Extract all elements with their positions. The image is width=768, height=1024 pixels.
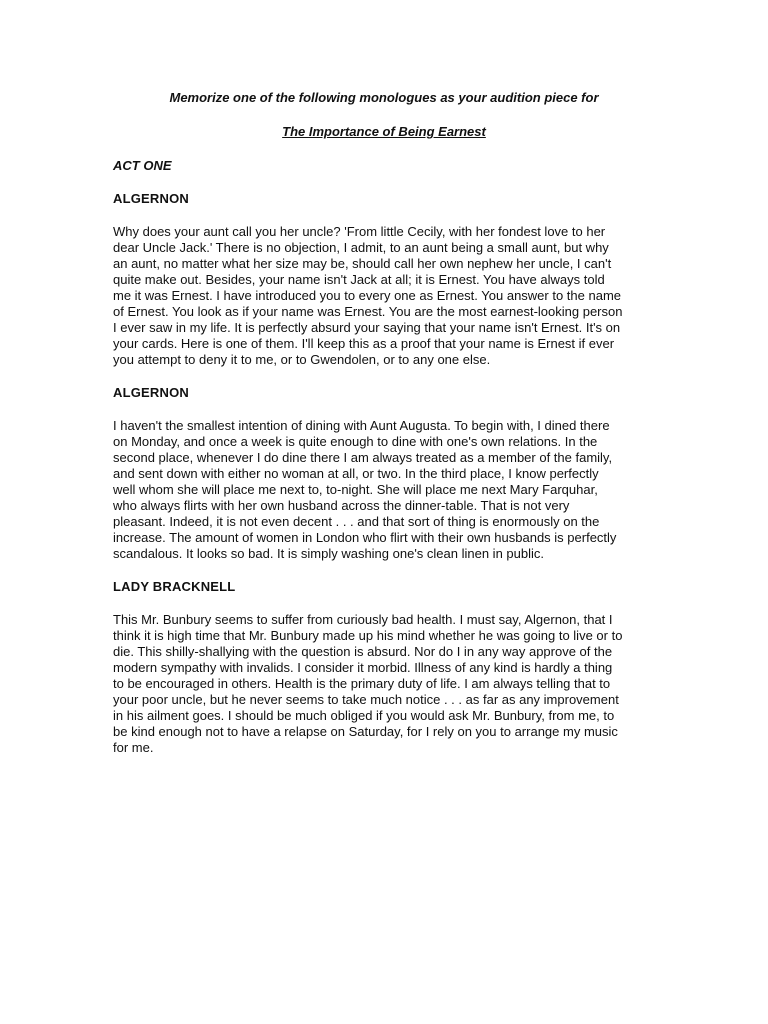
text-line: your cards. Here is one of them. I'll keep this as a proof that your name is Ernest if ever <box>113 336 615 351</box>
play-title: The Importance of Being Earnest <box>282 124 486 139</box>
text-line: well whom she will place me next to, to-night. She will place me next Mary Farquhar, <box>113 482 598 497</box>
monologue-text <box>113 418 653 562</box>
text-line: to be encouraged in others. Health is the primary duty of life. I am always telling that to <box>113 676 611 691</box>
text-line: of Ernest. You look as if your name was Ernest. You are the most earnest-looking person <box>113 304 623 319</box>
speaker-name: ALGERNON <box>113 385 189 400</box>
text-line: second place, whenever I do dine there I am always treated as a member of the family, <box>113 450 613 465</box>
text-line: Why does your aunt call you her uncle? 'From little Cecily, with her fondest love to her <box>113 224 606 239</box>
text-line: increase. The amount of women in London who flirt with their own husbands is perfectly <box>113 530 617 545</box>
text-line: an aunt, no matter what her size may be, should call her own nephew her uncle, I can't <box>113 256 612 271</box>
text-line: and sent down with either no woman at all, or two. In the third place, I know perfectly <box>113 466 599 481</box>
text-line: me it was Ernest. I have introduced you to every one as Ernest. You answer to the name <box>113 288 622 303</box>
text-line: pleasant. Indeed, it is not even decent . . . and that sort of thing is enormously on the <box>113 514 600 529</box>
text-line: in his ailment goes. I should be much obliged if you would ask Mr. Bunbury, from me, to <box>113 708 615 723</box>
speaker-name: ALGERNON <box>113 191 189 206</box>
text-line: your poor uncle, but he never seems to take much notice . . . as far as any improvement <box>113 692 619 707</box>
speaker-name: LADY BRACKNELL <box>113 579 236 594</box>
audition-instruction: Memorize one of the following monologues as your audition piece for <box>169 90 599 105</box>
text-line: think it is high time that Mr. Bunbury made up his mind whether he was going to live or to <box>113 628 623 643</box>
text-line: die. This shilly-shallying with the question is absurd. Nor do I in any way approve of the <box>113 644 613 659</box>
text-line: modern sympathy with invalids. I consider it morbid. Illness of any kind is hardly a thing <box>113 660 613 675</box>
monologue-text <box>113 224 653 368</box>
monologue-text <box>113 612 653 756</box>
text-line: I haven't the smallest intention of dining with Aunt Augusta. To begin with, I dined there <box>113 418 610 433</box>
text-line: on Monday, and once a week is quite enough to dine with one's own relations. In the <box>113 434 598 449</box>
text-line: dear Uncle Jack.' There is no objection, I admit, to an aunt being a small aunt, but why <box>113 240 609 255</box>
text-line: who always flirts with her own husband across the dinner-table. That is not very <box>113 498 570 513</box>
text-line: This Mr. Bunbury seems to suffer from curiously bad health. I must say, Algernon, that I <box>113 612 613 627</box>
text-line: be kind enough not to have a relapse on Saturday, for I rely on you to arrange my music <box>113 724 618 739</box>
text-line: you attempt to deny it to me, or to Gwendolen, or to any one else. <box>113 352 491 367</box>
text-line: I ever saw in my life. It is perfectly absurd your saying that your name isn't Ernest. It's on <box>113 320 621 335</box>
text-line: scandalous. It looks so bad. It is simply washing one's clean linen in public. <box>113 546 544 561</box>
text-line: quite make out. Besides, your name isn't Jack at all; it is Ernest. You have always told <box>113 272 605 287</box>
text-line: for me. <box>113 740 154 755</box>
act-label: ACT ONE <box>113 158 172 173</box>
